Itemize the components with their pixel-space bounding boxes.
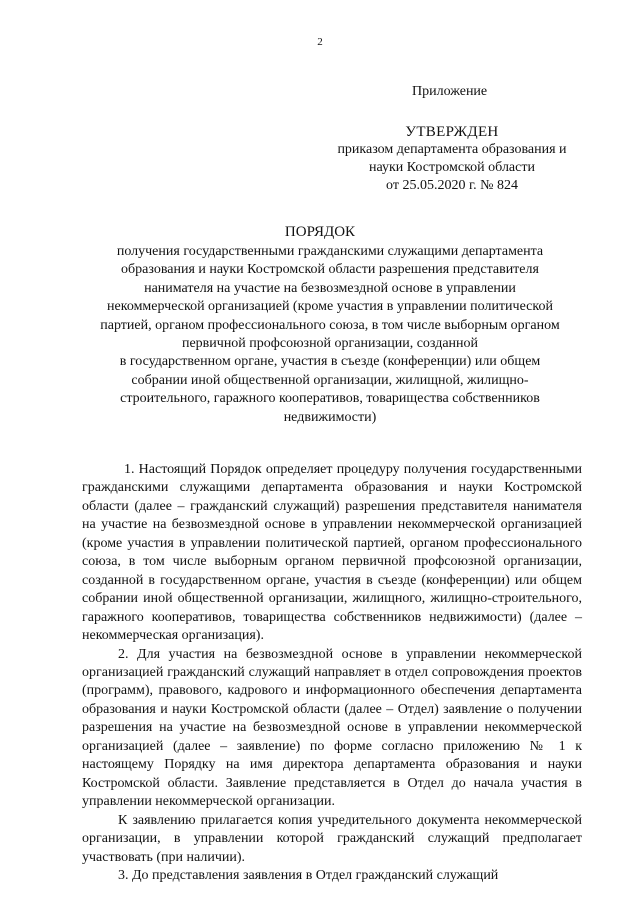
document-title: ПОРЯДОК bbox=[284, 224, 356, 240]
document-body bbox=[82, 461, 582, 885]
approval-line: приказом департамента образования и bbox=[337, 142, 567, 157]
approval-block bbox=[322, 123, 582, 195]
subtitle-line: образования и науки Костромской области разрешения представителя bbox=[121, 262, 539, 278]
page-number: 2 bbox=[317, 36, 323, 48]
paragraph-1: 1. Настоящий Порядок определяет процедуру получения государственными гражданскими служащими департамента образования и науки Костромской области (далее – гражданский служащий) разрешения представителя нанимателя на участие на безвозмездной основе в управлении некоммерческой организацией (кроме участия в управлении политической партией, органом профессионального союза, в том числе выборным органом первичной профсоюзной организации, созданной в государственном органе, участия в съезде (конференции) или общем собрании иной общественной организации, жилищного, жилищно-строительного, гаражного кооперативов, товарищества собственников недвижимости) (далее – некоммерческая организация). bbox=[82, 462, 582, 644]
approval-date: от 25.05.2020 г. № 824 bbox=[386, 178, 518, 193]
approval-heading: УТВЕРЖДЕН bbox=[405, 124, 499, 140]
paragraph-2: 2. Для участия на безвозмездной основе в управлении некоммерческой организацией гражданский служащий направляет в отдел сопровождения проектов (программ), правового, кадрового и информационного обеспечения департамента образования и науки Костромской области (далее – Отдел) заявление о получении разрешения на участие на безвозмездной основе в управлении некоммерческой организацией (далее – заявление) по форме согласно приложению № 1 к настоящему Порядку на имя директора департамента образования и науки Костромской области. Заявление представляется в Отдел до начала участия в управлении некоммерческой организации. bbox=[82, 646, 582, 810]
subtitle-line: нанимателя на участие на безвозмездной основе в управлении bbox=[144, 280, 516, 296]
subtitle-line: недвижимости) bbox=[283, 409, 377, 425]
subtitle-line: партией, органом профессионального союза, в том числе выборным органом bbox=[100, 317, 560, 333]
subtitle-line: в государственном органе, участия в съезде (конференции) или общем bbox=[119, 354, 541, 370]
subtitle-line: получения государственными гражданскими служащими департамента bbox=[116, 244, 544, 259]
paragraph-3: 3. До представления заявления в Отдел гражданский служащий bbox=[118, 867, 499, 883]
subtitle-line: строительного, гаражного кооперативов, товарищества собственников bbox=[120, 391, 540, 407]
subtitle-line: первичной профсоюзной организации, созданной bbox=[181, 336, 479, 352]
document-subtitle bbox=[80, 243, 580, 427]
approval-line: науки Костромской области bbox=[369, 160, 535, 175]
appendix-label: Приложение bbox=[412, 84, 488, 99]
subtitle-line: некоммерческой организацией (кроме участия в управлении политической bbox=[107, 299, 553, 315]
subtitle-line: собрании иной общественной организации, жилищной, жилищно- bbox=[131, 372, 529, 388]
paragraph-2-attachment: К заявлению прилагается копия учредительного документа некоммерческой организации, в управлении которой гражданский служащий предполагает участвовать (при наличии). bbox=[82, 812, 582, 865]
